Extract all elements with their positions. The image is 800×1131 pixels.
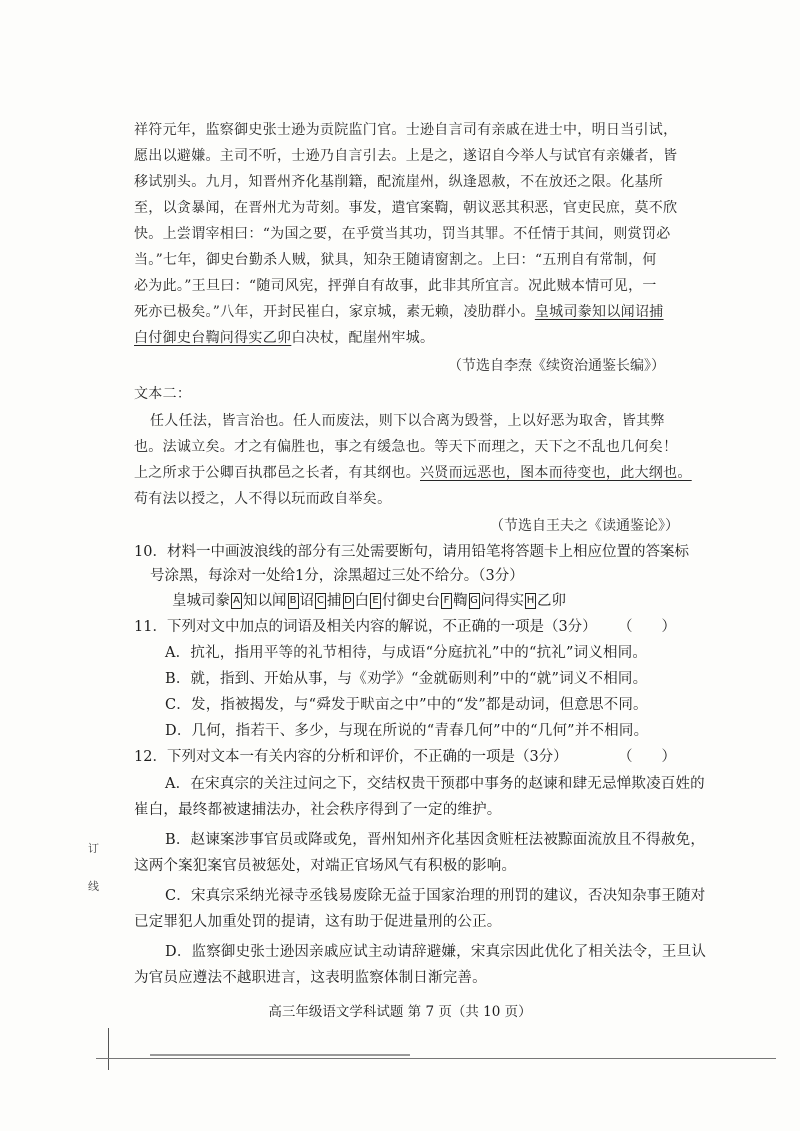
- q11-stem: 11．下列对文中加点的词语及相关内容的解说，不正确的一项是（3分）: [134, 619, 597, 635]
- q10-seg-4: 捕: [327, 593, 342, 609]
- text1-line-8: [134, 302, 664, 322]
- page-footer: 高三年级语文学科试题 第 7 页（共 10 页）: [268, 1004, 532, 1020]
- q11-option-c: C．发，指被揭发，与“舜发于畎亩之中”中的“发”都是动词，但意思不同。: [165, 697, 648, 713]
- q10-seg-6: 付御史台: [382, 593, 440, 609]
- q10-answer-line: [172, 591, 566, 611]
- q12-option-c-line-2: 已定罪犯人加重处罚的提请，这有助于促进量刑的公正。: [134, 914, 502, 930]
- text2-label: 文本二：: [134, 386, 192, 402]
- text1-line-6: 当。”七年，御史台勤杀人贼，狱具，知杂王随请窗割之。上曰：“五刑自有常制，何: [134, 252, 657, 268]
- q10-seg-7: 鞫: [453, 593, 468, 609]
- text1-line-5: 快。上尝谓宰相曰：“为国之要，在乎赏当其功，罚当其罪。不任情于其间，则赏罚必: [134, 226, 671, 242]
- text1-line-8-head: 死亦已极矣。”八年，开封民崔白，家京城，素无赖，凌肋群小。: [134, 304, 535, 320]
- q12-option-d-line-1: D．监察御史张士逊因亲戚应试主动请辞避嫌，宋真宗因此优化了相关法令，王旦认: [165, 944, 707, 960]
- text2-line-2: 也。法诚立矣。才之有偏胜也，事之有缓急也。等天下而理之，天下之不乱也几何矣！: [134, 439, 678, 455]
- text2-line-4: 苟有法以授之，人不得以玩而政自举矣。: [134, 491, 392, 507]
- q10-marker-a[interactable]: A: [231, 593, 242, 609]
- q12-option-d-line-2: 为官员应遵法不越职进言，这表明监察体制日渐完善。: [134, 970, 487, 986]
- q10-marker-h[interactable]: H: [525, 593, 536, 609]
- q10-marker-b[interactable]: B: [288, 593, 299, 609]
- q12-option-c-line-1: C．宋真宗采纳光禄寺丞钱易废除无益于国家治理的刑罚的建议，否决知杂事王随对: [165, 888, 706, 904]
- binding-mark-1: 订: [88, 842, 99, 855]
- text1-line-1: 祥符元年，监察御史张士逊为贡院监门官。士逊自言司有亲戚在进士中，明日当引试，: [134, 122, 678, 138]
- binding-mark-2: 线: [88, 880, 99, 893]
- q11-answer-paren[interactable]: （ ）: [618, 619, 676, 635]
- q12-stem: 12．下列对文本一有关内容的分析和评价，不正确的一项是（3分）: [134, 749, 568, 765]
- text2-line-3-head: 上之所求于公卿百执郡邑之长者，有其纲也。: [134, 465, 420, 481]
- text2-source: （节选自王夫之《读通鉴论》）: [490, 518, 679, 534]
- binding-line-vertical: [108, 1028, 109, 1070]
- q10-marker-c[interactable]: C: [315, 593, 326, 609]
- text1-line-3: 移试别头。九月，知晋州齐化基削籍，配流崖州，纵逢恩赦，不在放还之限。化基所: [134, 174, 664, 190]
- q10-seg-5: 白: [354, 593, 369, 609]
- text1-line-9-tail: 白决杖，配崖州牢城。: [291, 330, 435, 346]
- scan-edge-shadow: [150, 1054, 410, 1056]
- text2-line-3: [134, 463, 692, 483]
- text1-line-7: 必为此。”王旦曰：“随司风宪，抨弹自有故事，此非其所宜言。况此贼本情可见，一: [134, 278, 657, 294]
- scan-edge-line: [96, 1058, 776, 1059]
- q10-seg-1: 皇城司豢: [172, 593, 230, 609]
- text1-line-4: 至，以贪暴闻，在晋州尤为苛刻。事发，遣官案鞫，朝议恶其积恶，官吏民庶，莫不欣: [134, 200, 678, 216]
- q10-stem-2: 号涂黑，每涂对一处给1分，涂黑超过三处不给分。（3分）: [150, 568, 524, 584]
- q10-seg-2: 知以闻: [243, 593, 287, 609]
- q11-option-a: A．抗礼，指用平等的礼节相待，与成语“分庭抗礼”中的“抗礼”词义相同。: [165, 645, 648, 661]
- q10-stem: 10．材料一中画波浪线的部分有三处需要断句，请用铅笔将答题卡上相应位置的答案标: [134, 544, 689, 560]
- q12-option-b-line-1: B．赵谏案涉事官员或降或免，晋州知州齐化基因贪赃枉法被黥面流放且不得赦免，: [165, 832, 706, 848]
- q12-option-a-line-1: A．在宋真宗的关注过问之下，交结权贵干预郡中事务的赵谏和肆无忌惮欺凌百姓的: [165, 776, 705, 792]
- q10-seg-9: 乙卯: [537, 593, 566, 609]
- q11-option-b: B．就，指到、开始从事，与《劝学》“金就砺则利”中的“就”词义不相同。: [165, 671, 648, 687]
- q10-marker-g[interactable]: G: [469, 593, 480, 609]
- q10-seg-3: 诏: [299, 593, 314, 609]
- text1-line-9: [134, 328, 434, 348]
- q12-answer-paren[interactable]: （ ）: [618, 749, 676, 765]
- text2-underlined: 兴贤而远恶也，图本而待变也，此大纲也。: [420, 465, 692, 481]
- q12-option-a-line-2: 崔白，最终都被逮捕法办，社会秩序得到了一定的维护。: [134, 802, 502, 818]
- text2-line-1: 任人任法，皆言治也。任人而废法，则下以合离为毁誉，上以好恶为取舍，皆其弊: [150, 413, 665, 429]
- text1-wavy-segment-2: 白付御史台鞫问得实乙卯: [134, 330, 292, 346]
- text1-line-2: 愿出以避嫌。主司不听，士逊乃自言引去。上是之，遂诏自今举人与试官有亲嫌者，皆: [134, 148, 678, 164]
- q10-marker-f[interactable]: F: [441, 593, 452, 609]
- text1-wavy-segment-1: 皇城司豢知以闻诏捕: [534, 304, 664, 320]
- q12-option-b-line-2: 这两个案犯案官员被惩处，对端正官场风气有积极的影响。: [134, 858, 517, 874]
- q11-option-d: D．几何，指若干、多少，与现在所说的“青春几何”中的“几何”并不相同。: [165, 723, 649, 739]
- q10-seg-8: 问得实: [480, 593, 524, 609]
- q10-marker-e[interactable]: E: [370, 593, 381, 609]
- q10-marker-d[interactable]: D: [343, 593, 354, 609]
- text1-source: （节选自李焘《续资治通鉴长编》）: [448, 358, 665, 374]
